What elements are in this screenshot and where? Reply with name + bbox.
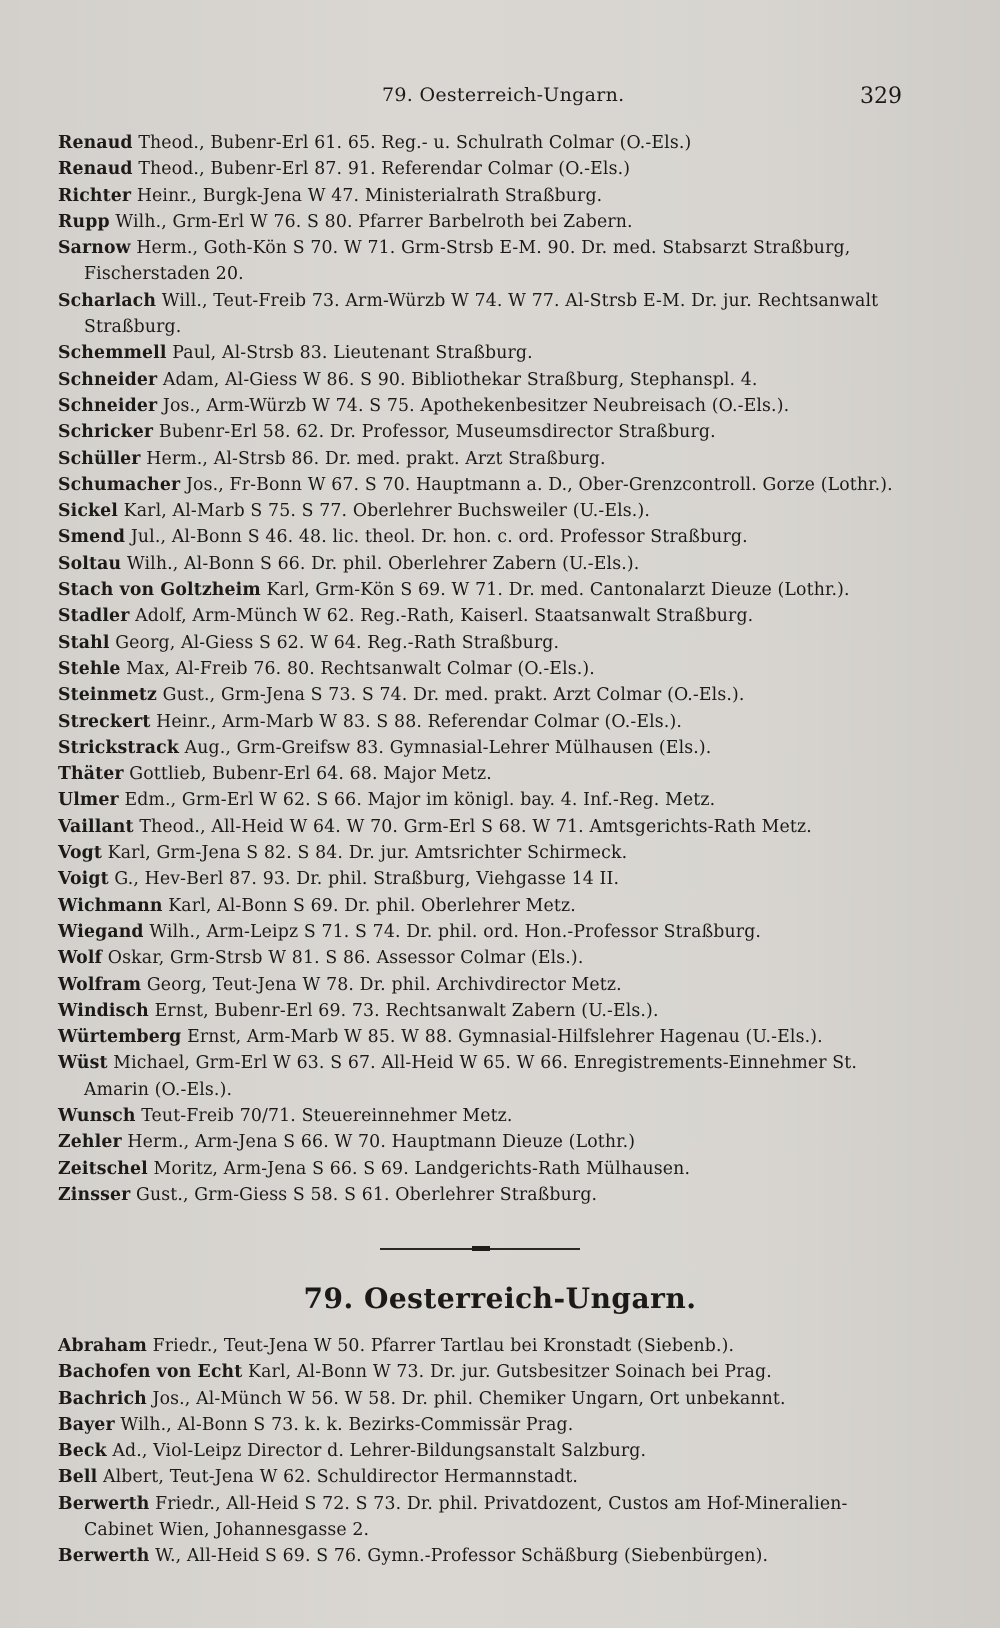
entry-name: Ulmer: [58, 790, 119, 811]
entry-details: Adam, Al-Giess W 86. S 90. Bibliothekar Straßburg, Stephanspl. 4.: [162, 369, 758, 390]
entry: [58, 945, 904, 971]
entry-name: Bachofen von Echt: [58, 1362, 243, 1383]
entry-name: Renaud: [58, 133, 133, 153]
entry-details: Wilh., Arm-Leipz S 71. S 74. Dr. phil. ord. Hon.-Professor Straßburg.: [149, 921, 762, 942]
entry-name: Schemmell: [58, 343, 167, 364]
section-title: 79. Oesterreich-Ungarn.: [303, 1282, 697, 1315]
entry: [58, 1412, 904, 1438]
entry-name: Soltau: [58, 553, 122, 574]
entry: [58, 446, 904, 472]
entry: [58, 1386, 904, 1412]
page-number: 329: [860, 84, 902, 109]
entry-name: Stach von Goltzheim: [58, 580, 261, 601]
entry-name: Bell: [58, 1467, 98, 1488]
entry: [58, 682, 904, 708]
entry-name: Zehler: [58, 1132, 122, 1153]
entry-details: Jos., Al-Münch W 56. W 58. Dr. phil. Chemiker Ungarn, Ort unbekannt.: [152, 1388, 786, 1409]
entry-details: Georg, Teut-Jena W 78. Dr. phil. Archivdirector Metz.: [146, 974, 622, 995]
entry: [58, 1491, 904, 1544]
entry: [58, 393, 904, 419]
entry-name: Stadler: [58, 606, 130, 627]
entry-name: Bayer: [58, 1414, 115, 1435]
entry-details: Karl, Grm-Kön S 69. W 71. Dr. med. Cantonalarzt Dieuze (Lothr.).: [266, 580, 850, 601]
entry-details: Ernst, Bubenr-Erl 69. 73. Rechtsanwalt Zabern (U.-Els.).: [154, 1000, 659, 1021]
entry: [58, 235, 904, 288]
entry: [58, 1543, 904, 1569]
entry-name: Zeitschel: [58, 1158, 148, 1179]
entry-details: Theod., All-Heid W 64. W 70. Grm-Erl S 68. W 71. Amtsgerichts-Rath Metz.: [139, 816, 812, 837]
entry-details: Wilh., Grm-Erl W 76. S 80. Pfarrer Barbelroth bei Zabern.: [115, 211, 633, 232]
entry-name: Abraham: [58, 1336, 147, 1356]
entry-details: Max, Al-Freib 76. 80. Rechtsanwalt Colmar (O.-Els.).: [126, 658, 595, 679]
entry: [58, 1103, 904, 1129]
entry: [58, 630, 904, 656]
entry-name: Schneider: [58, 395, 158, 416]
entry-details: G., Hev-Berl 87. 93. Dr. phil. Straßburg, Viehgasse 14 II.: [114, 869, 620, 890]
entry-details: Herm., Arm-Jena S 66. W 70. Hauptmann Dieuze (Lothr.): [127, 1132, 636, 1153]
entry-name: Bachrich: [58, 1388, 147, 1409]
entry: [58, 1359, 904, 1385]
entry: [58, 367, 904, 393]
entry-name: Vogt: [58, 843, 103, 864]
entry-name: Vaillant: [58, 816, 134, 837]
entry-name: Streckert: [58, 711, 151, 732]
entry-details: Herm., Al-Strsb 86. Dr. med. prakt. Arzt Straßburg.: [146, 448, 606, 469]
entry-name: Steinmetz: [58, 685, 158, 706]
entry: [58, 919, 904, 945]
entry: [58, 472, 904, 498]
entry-name: Schricker: [58, 422, 154, 443]
entry-details: Ernst, Arm-Marb W 85. W 88. Gymnasial-Hilfslehrer Hagenau (U.-Els.).: [187, 1027, 823, 1048]
entry-name: Sickel: [58, 501, 119, 522]
entry: [58, 551, 904, 577]
entry-details: Will., Teut-Freib 73. Arm-Würzb W 74. W 77. Al-Strsb E-M. Dr. jur. Rechtsanwalt Straßburg.: [84, 290, 879, 338]
entry: [58, 288, 904, 341]
entry: [58, 1129, 904, 1155]
entry: [58, 814, 904, 840]
entry-name: Berwerth: [58, 1493, 150, 1514]
entry-details: W., All-Heid S 69. S 76. Gymn.-Professor Schäßburg (Siebenbürgen).: [155, 1546, 769, 1567]
entry: [58, 419, 904, 445]
entry-details: Karl, Grm-Jena S 82. S 84. Dr. jur. Amtsrichter Schirmeck.: [107, 843, 628, 864]
entry: [58, 893, 904, 919]
entry-details: Jos., Fr-Bonn W 67. S 70. Hauptmann a. D., Ober-Grenzcontroll. Gorze (Lothr.).: [185, 474, 893, 495]
entry-details: Paul, Al-Strsb 83. Lieutenant Straßburg.: [172, 343, 533, 364]
entry-details: Theod., Bubenr-Erl 87. 91. Referendar Colmar (O.-Els.): [138, 159, 631, 180]
entry: [58, 866, 904, 892]
entry: [58, 183, 904, 209]
entry-details: Adolf, Arm-Münch W 62. Reg.-Rath, Kaiserl. Staatsanwalt Straßburg.: [135, 606, 754, 627]
entry: [58, 1050, 904, 1103]
entry-details: Aug., Grm-Greifsw 83. Gymnasial-Lehrer Mülhausen (Els.).: [184, 737, 712, 758]
entry-name: Thäter: [58, 764, 124, 785]
entry: [58, 209, 904, 235]
entry-details: Wilh., Al-Bonn S 66. Dr. phil. Oberlehrer Zabern (U.-Els.).: [126, 553, 640, 574]
entry-details: Jos., Arm-Würzb W 74. S 75. Apothekenbesitzer Neubreisach (O.-Els.).: [162, 395, 790, 416]
entry: [58, 761, 904, 787]
entry-details: Edm., Grm-Erl W 62. S 66. Major im königl. bay. 4. Inf.-Reg. Metz.: [124, 790, 716, 811]
entry-details: Ad., Viol-Leipz Director d. Lehrer-Bildungsanstalt Salzburg.: [112, 1441, 647, 1462]
entry-name: Wüst: [58, 1053, 108, 1074]
entry-name: Scharlach: [58, 290, 157, 311]
section-divider: [380, 1246, 580, 1252]
entry: [58, 709, 904, 735]
entry-details: Friedr., Teut-Jena W 50. Pfarrer Tartlau bei Kronstadt (Siebenb.).: [152, 1336, 735, 1356]
entry-name: Wolf: [58, 948, 103, 969]
entry: [58, 603, 904, 629]
entry-details: Gust., Grm-Giess S 58. S 61. Oberlehrer Straßburg.: [136, 1184, 598, 1205]
entry-details: Karl, Al-Marb S 75. S 77. Oberlehrer Buchsweiler (U.-Els.).: [123, 501, 650, 522]
entry: [58, 656, 904, 682]
entry: [58, 998, 904, 1024]
entry-name: Stahl: [58, 632, 110, 653]
entry-details: Herm., Goth-Kön S 70. W 71. Grm-Strsb E-M. 90. Dr. med. Stabsarzt Straßburg, Fischerstaden 20.: [84, 238, 851, 285]
entry: [58, 735, 904, 761]
entry: [58, 972, 904, 998]
entry-list-part2: [58, 1333, 904, 1570]
entry-name: Würtemberg: [58, 1027, 182, 1048]
entry-name: Schneider: [58, 369, 158, 390]
entry-details: Moritz, Arm-Jena S 66. S 69. Landgerichts-Rath Mülhausen.: [153, 1158, 691, 1179]
entry: [58, 130, 904, 156]
entry: [58, 1438, 904, 1464]
entry-name: Berwerth: [58, 1546, 150, 1567]
entry-name: Smend: [58, 527, 126, 548]
divider-ornament: [472, 1246, 490, 1251]
entry-details: Gottlieb, Bubenr-Erl 64. 68. Major Metz.: [129, 764, 492, 785]
entry-name: Wichmann: [58, 895, 163, 916]
entry: [58, 498, 904, 524]
entry-details: Friedr., All-Heid S 72. S 73. Dr. phil. Privatdozent, Custos am Hof-Mineralien-Cabinet Wien, Johannesgasse 2.: [84, 1493, 848, 1541]
entry-name: Richter: [58, 185, 132, 206]
entry-details: Oskar, Grm-Strsb W 81. S 86. Assessor Colmar (Els.).: [107, 948, 584, 969]
entry-details: Wilh., Al-Bonn S 73. k. k. Bezirks-Commissär Prag.: [120, 1414, 574, 1435]
entry-details: Karl, Al-Bonn S 69. Dr. phil. Oberlehrer Metz.: [168, 895, 576, 916]
entry-details: Michael, Grm-Erl W 63. S 67. All-Heid W 65. W 66. Enregistrements-Einnehmer St. Amarin (O.-Els.).: [84, 1053, 858, 1100]
entry-details: Heinr., Burgk-Jena W 47. Ministerialrath Straßburg.: [136, 185, 603, 206]
entry-name: Renaud: [58, 159, 133, 180]
entry-details: Teut-Freib 70/71. Steuereinnehmer Metz.: [141, 1105, 513, 1126]
entry: [58, 840, 904, 866]
entry-name: Rupp: [58, 211, 110, 232]
entry-name: Wunsch: [58, 1105, 136, 1126]
page-header: [0, 84, 1000, 114]
entry-name: Beck: [58, 1441, 107, 1462]
entry-details: Gust., Grm-Jena S 73. S 74. Dr. med. prakt. Arzt Colmar (O.-Els.).: [162, 685, 745, 706]
entry-name: Schumacher: [58, 474, 181, 495]
entry-details: Bubenr-Erl 58. 62. Dr. Professor, Museumsdirector Straßburg.: [158, 422, 716, 443]
entry: [58, 577, 904, 603]
entry-details: Jul., Al-Bonn S 46. 48. lic. theol. Dr. hon. c. ord. Professor Straßburg.: [130, 527, 748, 548]
entry-name: Wiegand: [58, 921, 144, 942]
entry-name: Stehle: [58, 658, 121, 679]
entry: [58, 156, 904, 182]
entry: [58, 1182, 904, 1208]
entry-details: Albert, Teut-Jena W 62. Schuldirector Hermannstadt.: [103, 1467, 579, 1488]
entry-name: Windisch: [58, 1000, 149, 1021]
entry: [58, 1024, 904, 1050]
entry-name: Sarnow: [58, 238, 131, 259]
entry-details: Theod., Bubenr-Erl 61. 65. Reg.- u. Schulrath Colmar (O.-Els.): [138, 133, 692, 153]
entry-name: Voigt: [58, 869, 109, 890]
entry-details: Heinr., Arm-Marb W 83. S 88. Referendar Colmar (O.-Els.).: [156, 711, 682, 732]
entry-name: Zinsser: [58, 1184, 131, 1205]
entry-name: Schüller: [58, 448, 141, 469]
running-title: 79. Oesterreich-Ungarn.: [382, 84, 625, 106]
entry: [58, 1333, 904, 1359]
entry: [58, 1156, 904, 1182]
entry-list-part1: [58, 130, 904, 1208]
entry: [58, 524, 904, 550]
entry: [58, 340, 904, 366]
entry-name: Strickstrack: [58, 737, 179, 758]
entry-name: Wolfram: [58, 974, 142, 995]
entry: [58, 1464, 904, 1490]
entry-details: Karl, Al-Bonn W 73. Dr. jur. Gutsbesitzer Soinach bei Prag.: [248, 1362, 772, 1383]
entry: [58, 787, 904, 813]
entry-details: Georg, Al-Giess S 62. W 64. Reg.-Rath Straßburg.: [115, 632, 560, 653]
